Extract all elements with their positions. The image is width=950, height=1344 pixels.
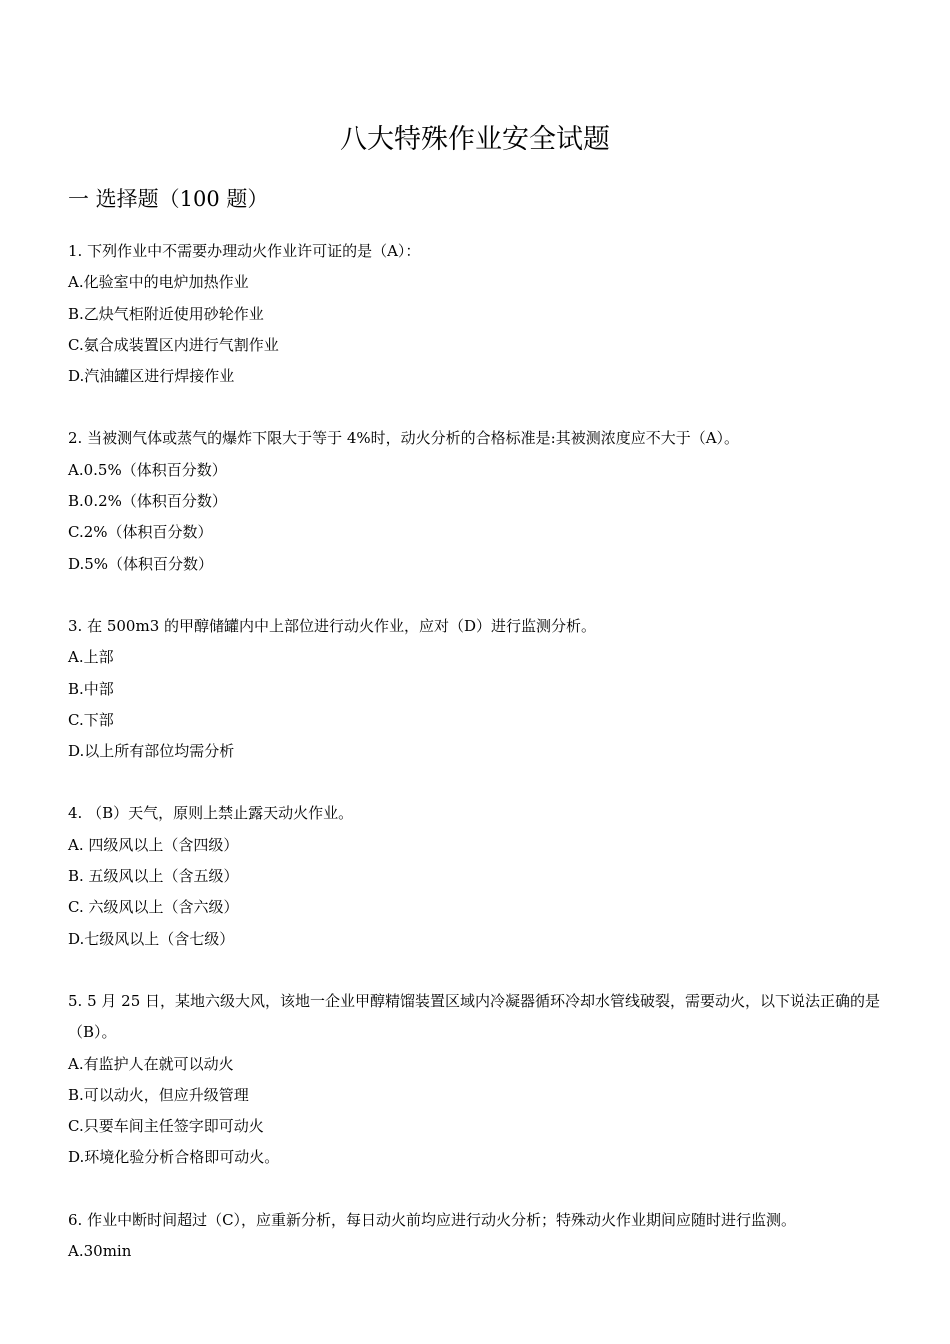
question-item bbox=[68, 798, 883, 954]
answer-option: B.中部 bbox=[68, 679, 114, 698]
answer-option: A.化验室中的电炉加热作业 bbox=[68, 273, 249, 292]
answer-option: A. 四级风以上（含四级） bbox=[68, 835, 239, 854]
question-stem: 3. 在 500m3 的甲醇储罐内中上部位进行动火作业，应对（D）进行监测分析。 bbox=[68, 616, 597, 635]
answer-option: D.以上所有部位均需分析 bbox=[68, 742, 235, 761]
question-item bbox=[68, 1205, 883, 1268]
answer-option: A.0.5%（体积百分数） bbox=[68, 460, 227, 479]
answer-option: B.0.2%（体积百分数） bbox=[68, 492, 227, 511]
answer-option: D.5%（体积百分数） bbox=[68, 554, 214, 573]
answer-option: B.乙炔气柜附近使用砂轮作业 bbox=[68, 304, 264, 323]
question-item bbox=[68, 423, 883, 579]
answer-option: A.有监护人在就可以动火 bbox=[68, 1054, 234, 1073]
answer-option: B. 五级风以上（含五级） bbox=[68, 867, 239, 886]
answer-option: A.30min bbox=[68, 1242, 132, 1261]
question-item bbox=[68, 236, 883, 392]
answer-option: C. 六级风以上（含六级） bbox=[68, 898, 239, 917]
answer-option: D.环境化验分析合格即可动火。 bbox=[68, 1148, 280, 1167]
answer-option: C.下部 bbox=[68, 710, 114, 729]
answer-option: C.只要车间主任签字即可动火 bbox=[68, 1117, 264, 1136]
answer-option: A.上部 bbox=[68, 648, 114, 667]
question-stem: 1. 下列作业中不需要办理动火作业许可证的是（A）： bbox=[68, 242, 421, 260]
question-stem: 2. 当被测气体或蒸气的爆炸下限大于等于 4%时，动火分析的合格标准是:其被测浓度应不大于（A）。 bbox=[68, 429, 740, 448]
answer-option: C.氨合成装置区内进行气割作业 bbox=[68, 335, 279, 354]
question-stem: 5. 5 月 25 日，某地六级大风，该地一企业甲醇精馏装置区域内冷凝器循环冷却水管线破裂，需要动火，以下说法正确的是（B）。 bbox=[68, 991, 881, 1042]
question-stem: 6. 作业中断时间超过（C），应重新分析，每日动火前均应进行动火分析；特殊动火作业期间应随时进行监测。 bbox=[68, 1210, 797, 1229]
answer-option: D.七级风以上（含七级） bbox=[68, 929, 235, 948]
question-item bbox=[68, 611, 883, 767]
question-item bbox=[68, 986, 883, 1174]
answer-option: D.汽油罐区进行焊接作业 bbox=[68, 367, 235, 386]
question-list bbox=[68, 236, 883, 1298]
answer-option: C.2%（体积百分数） bbox=[68, 523, 213, 542]
section-heading: 一 选择题（100 题） bbox=[68, 187, 269, 211]
answer-option: B.可以动火，但应升级管理 bbox=[68, 1085, 249, 1104]
document-title: 八大特殊作业安全试题 bbox=[340, 124, 610, 155]
question-stem: 4. （B）天气，原则上禁止露天动火作业。 bbox=[68, 804, 354, 823]
